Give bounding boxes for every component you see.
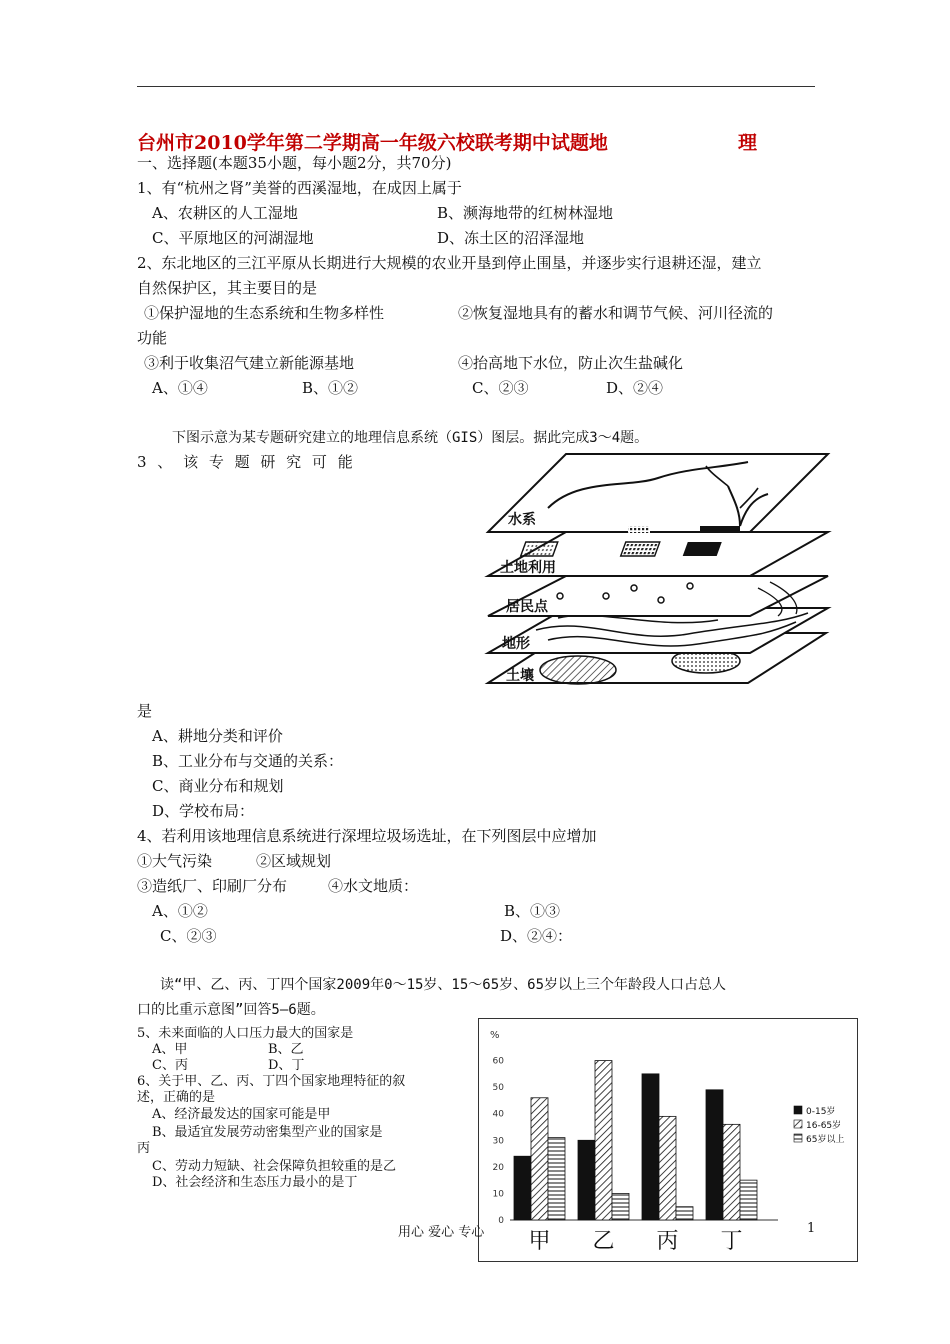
q2-option-b: B、①②	[302, 379, 359, 397]
bar-甲-1	[531, 1098, 548, 1220]
bar-乙-2	[612, 1193, 629, 1220]
layer-label-water: 水系	[508, 512, 536, 528]
q56-intro-line1: 读“甲、乙、丙、丁四个国家2009年0～15岁、15～65岁、65岁以上三个年龄段人口占总人	[160, 977, 726, 993]
y-axis-label: %	[490, 1030, 500, 1041]
q6-option-a: A、经济最发达的国家可能是甲	[152, 1107, 331, 1122]
q4-item-2: ②区域规划	[256, 852, 332, 870]
legend-swatch	[794, 1106, 802, 1114]
q5-option-b: B、乙	[268, 1042, 304, 1057]
q4-item-1: ①大气污染	[137, 852, 213, 870]
legend-label: 16-65岁	[806, 1121, 842, 1131]
q5-stem: 5、未来面临的人口压力最大的国家是	[137, 1026, 354, 1041]
q4-option-b: B、①③	[504, 902, 561, 920]
bar-丙-1	[659, 1116, 676, 1220]
page-title-suffix: 理	[738, 132, 758, 154]
bar-丙-0	[642, 1074, 659, 1220]
layer-label-land-use: 土地利用	[500, 560, 556, 576]
legend-swatch	[794, 1134, 802, 1142]
header-rule	[137, 86, 815, 87]
q1-option-c: C、平原地区的河湖湿地	[152, 229, 314, 247]
q3-stem-end: 是	[137, 702, 153, 720]
legend-swatch	[794, 1120, 802, 1128]
q2-item-2: ②恢复湿地具有的蓄水和调节气候、河川径流的	[458, 304, 774, 322]
population-age-chart	[478, 1018, 858, 1262]
x-tick-label: 甲	[528, 1229, 551, 1254]
q5-option-c: C、丙	[152, 1058, 188, 1073]
q2-item-2-cont: 功能	[137, 329, 168, 347]
q56-intro-line2: 口的比重示意图”回答5—6题。	[137, 1002, 325, 1018]
q2-option-c: C、②③	[472, 379, 529, 397]
layer-label-soil: 土壤	[506, 668, 534, 684]
y-tick-label: 50	[492, 1083, 504, 1094]
q3-option-a: A、耕地分类和评价	[152, 727, 283, 745]
page-number: 1	[807, 1221, 816, 1236]
q2-item-3: ③利于收集沼气建立新能源基地	[144, 354, 355, 372]
bar-乙-1	[595, 1061, 612, 1220]
q1-option-d: D、冻土区的沼泽湿地	[437, 229, 585, 247]
y-tick-label: 40	[492, 1109, 504, 1120]
bar-丁-2	[740, 1180, 757, 1220]
q4-item-3: ③造纸厂、印刷厂分布	[137, 877, 288, 895]
gis-intro: 下图示意为某专题研究建立的地理信息系统（GIS）图层。据此完成3～4题。	[172, 430, 649, 446]
x-tick-label: 乙	[592, 1229, 615, 1254]
layer-label-terrain: 地形	[502, 636, 530, 652]
q4-option-d: D、②④：	[500, 927, 573, 945]
layer-label-settlement: 居民点	[506, 599, 548, 615]
bar-乙-0	[578, 1140, 595, 1220]
q5-option-a: A、甲	[152, 1042, 188, 1057]
q6-option-b: B、最适宜发展劳动密集型产业的国家是	[152, 1125, 383, 1140]
x-tick-label: 丁	[720, 1229, 743, 1254]
water-layer	[488, 454, 828, 532]
q3-option-c: C、商业分布和规划	[152, 777, 284, 795]
q4-item-4: ④水文地质：	[328, 877, 419, 895]
q6-stem-line1: 6、关于甲、乙、丙、丁四个国家地理特征的叙	[137, 1074, 406, 1089]
y-tick-label: 10	[492, 1189, 504, 1200]
bar-丁-0	[706, 1090, 723, 1220]
legend-label: 0-15岁	[806, 1107, 836, 1117]
q1-option-a: A、农耕区的人工湿地	[152, 204, 298, 222]
q4-stem: 4、若利用该地理信息系统进行深埋垃圾场选址，在下列图层中应增加	[137, 827, 597, 845]
bar-丙-2	[676, 1207, 693, 1220]
section-heading: 一、选择题(本题35小题，每小题2分，共70分)	[137, 154, 452, 172]
y-tick-label: 0	[498, 1216, 504, 1226]
q4-option-c: C、②③	[160, 927, 217, 945]
y-tick-label: 30	[492, 1136, 504, 1147]
q2-item-4: ④抬高地下水位，防止次生盐碱化	[458, 354, 684, 372]
q5-option-d: D、丁	[268, 1058, 305, 1073]
q2-option-a: A、①④	[152, 379, 208, 397]
footer-motto: 用心 爱心 专心	[398, 1225, 485, 1240]
gis-layers-figure	[478, 448, 840, 696]
q6-stem-line2: 述，正确的是	[137, 1090, 216, 1105]
q3-option-d: D、学校布局：	[152, 802, 255, 820]
bar-甲-2	[548, 1138, 565, 1220]
q4-option-a: A、①②	[152, 902, 208, 920]
q3-option-b: B、工业分布与交通的关系：	[152, 752, 344, 770]
q2-item-1: ①保护湿地的生态系统和生物多样性	[144, 304, 385, 322]
q2-option-d: D、②④	[606, 379, 664, 397]
q6-option-b-cont: 丙	[137, 1141, 151, 1156]
bar-丁-1	[723, 1124, 740, 1220]
q3-stem: 3 、 该 专 题 研 究 可 能	[137, 453, 353, 471]
page-title: 台州市2010学年第二学期高一年级六校联考期中试题地	[137, 132, 608, 154]
q6-option-d: D、社会经济和生态压力最小的是丁	[152, 1175, 358, 1190]
q2-stem-line1: 2、东北地区的三江平原从长期进行大规模的农业开垦到停止围垦，并逐步实行退耕还湿，建立	[137, 254, 762, 272]
q6-option-c: C、劳动力短缺、社会保障负担较重的是乙	[152, 1159, 396, 1174]
bar-甲-0	[514, 1156, 531, 1220]
y-tick-label: 20	[492, 1162, 504, 1173]
q1-option-b: B、濒海地带的红树林湿地	[437, 204, 614, 222]
q1-stem: 1、有“杭州之肾”美誉的西溪湿地，在成因上属于	[137, 179, 462, 197]
x-tick-label: 丙	[656, 1229, 679, 1254]
legend-label: 65岁以上	[806, 1135, 845, 1145]
y-tick-label: 60	[492, 1056, 504, 1067]
q2-stem-line2: 自然保护区，其主要目的是	[137, 279, 318, 297]
